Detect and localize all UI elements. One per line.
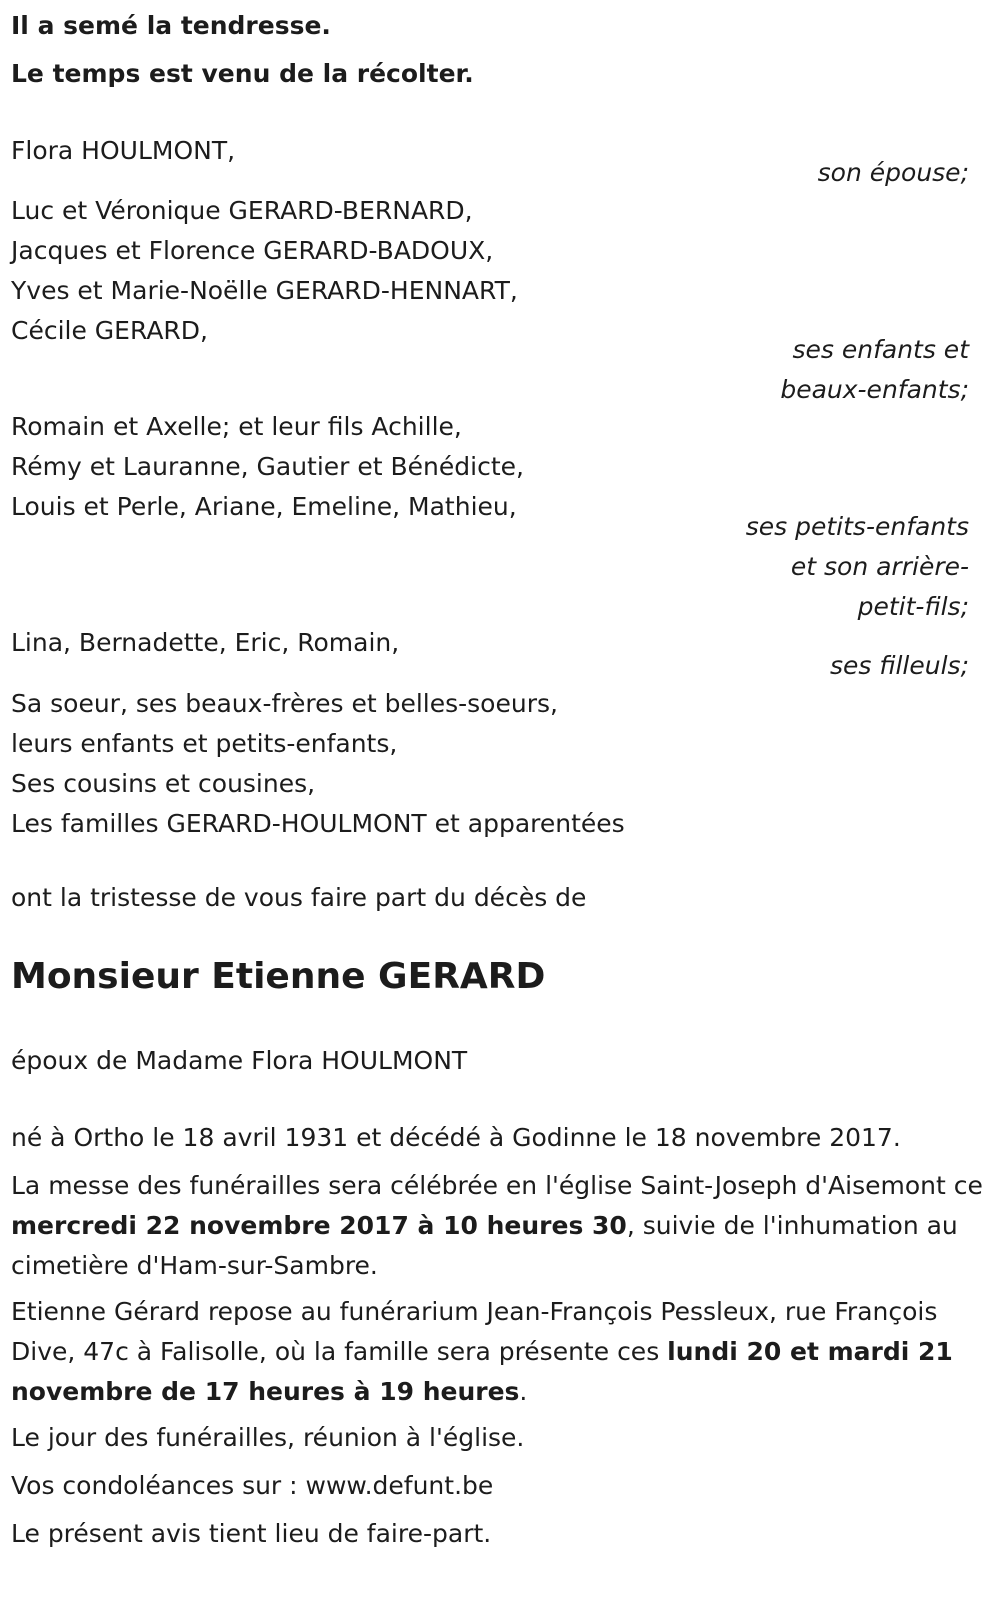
mass-text-post: , suivie de l'inhumation au cimetière d'Ham-sur-Sambre. xyxy=(11,1211,958,1280)
birth-death: né à Ortho le 18 avril 1931 et décédé à Godinne le 18 novembre 2017. xyxy=(11,1123,901,1152)
epigraph-line-2: Le temps est venu de la récolter. xyxy=(11,59,474,88)
mass-paragraph xyxy=(11,1166,986,1286)
rest-paragraph xyxy=(11,1292,986,1412)
child-name: Cécile GERARD, xyxy=(11,316,208,345)
relative-line: Les familles GERARD-HOULMONT et apparentées xyxy=(11,809,625,838)
spouse-line: époux de Madame Flora HOULMONT xyxy=(11,1046,468,1075)
mass-text-pre: La messe des funérailles sera célébrée en l'église Saint-Joseph d'Aisemont ce xyxy=(11,1171,983,1200)
relation-line: ses enfants et xyxy=(792,335,969,364)
grandchildren-relation xyxy=(746,507,969,627)
godchildren-relation: ses filleuls; xyxy=(829,651,969,680)
notice-note: Le présent avis tient lieu de faire-part. xyxy=(11,1519,492,1548)
godchildren-names: Lina, Bernadette, Eric, Romain, xyxy=(11,628,400,657)
children-list xyxy=(11,191,518,351)
mass-date: mercredi 22 novembre 2017 à 10 heures 30 xyxy=(11,1211,627,1240)
child-name: Jacques et Florence GERARD-BADOUX, xyxy=(11,236,494,265)
children-relation xyxy=(780,330,969,410)
relation-line: ses petits-enfants xyxy=(745,512,969,541)
child-name: Luc et Véronique GERARD-BERNARD, xyxy=(11,196,473,225)
other-relatives xyxy=(11,684,625,844)
child-name: Yves et Marie-Noëlle GERARD-HENNART, xyxy=(11,276,518,305)
relation-line: beaux-enfants; xyxy=(780,375,969,404)
condolences-note: Vos condoléances sur : www.defunt.be xyxy=(11,1471,494,1500)
announcement: ont la tristesse de vous faire part du décès de xyxy=(11,883,587,912)
deceased-name: Monsieur Etienne GERARD xyxy=(11,956,546,997)
relation-line: et son arrière- xyxy=(790,552,969,581)
spouse-name: Flora HOULMONT, xyxy=(11,136,236,165)
rest-text-post: . xyxy=(519,1377,528,1406)
spouse-relation: son épouse; xyxy=(817,158,969,187)
meeting-note: Le jour des funérailles, réunion à l'église. xyxy=(11,1423,525,1452)
grandchild-name: Romain et Axelle; et leur fils Achille, xyxy=(11,412,462,441)
relative-line: leurs enfants et petits-enfants, xyxy=(11,729,398,758)
grandchild-name: Rémy et Lauranne, Gautier et Bénédicte, xyxy=(11,452,524,481)
relative-line: Sa soeur, ses beaux-frères et belles-soeurs, xyxy=(11,689,558,718)
relation-line: petit-fils; xyxy=(857,592,969,621)
grandchildren-list xyxy=(11,407,524,527)
rest-dates: lundi 20 et mardi 21 novembre de 17 heures à 19 heures xyxy=(11,1337,953,1406)
relative-line: Ses cousins et cousines, xyxy=(11,769,316,798)
epigraph-line-1: Il a semé la tendresse. xyxy=(11,11,331,40)
rest-text-pre: Etienne Gérard repose au funérarium Jean-François Pessleux, rue François Dive, 47c à Falisolle, où la famille sera présente ces xyxy=(11,1297,938,1366)
grandchild-name: Louis et Perle, Ariane, Emeline, Mathieu, xyxy=(11,492,517,521)
